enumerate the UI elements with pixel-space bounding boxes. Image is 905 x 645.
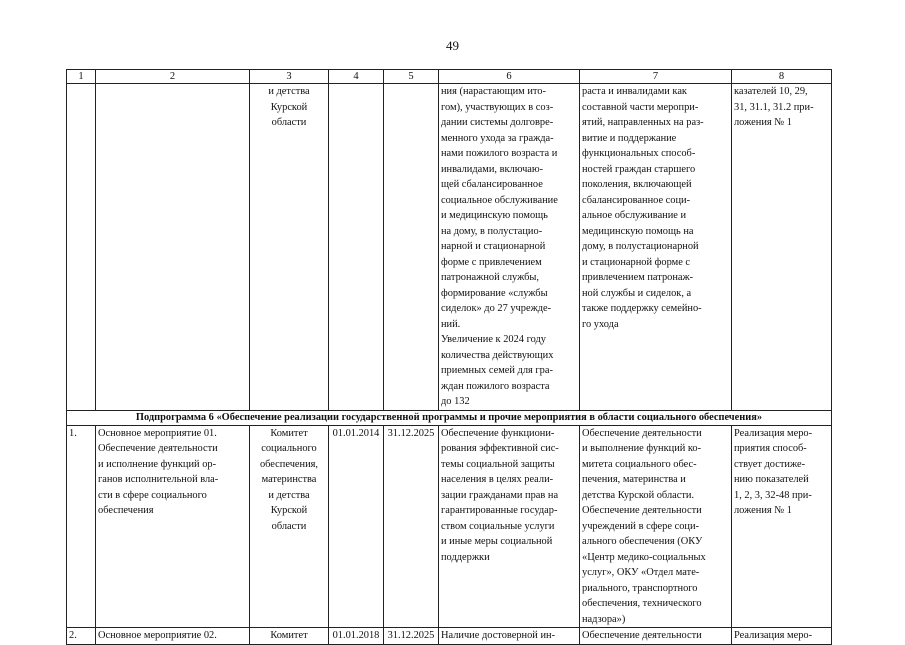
text-line: до 132 (441, 396, 470, 407)
text-line: дании системы долговре- (441, 117, 554, 128)
cell-start (329, 84, 384, 411)
text-line: темы социальной защиты (441, 458, 555, 470)
text-line: гом), участвующих в соз- (441, 101, 554, 113)
text-line: Основное мероприятие 01. (98, 427, 217, 439)
text-line: Обеспечение деятельности (98, 443, 218, 454)
text-line: ятий, направленных на раз- (582, 117, 704, 128)
text-line: поколения, включающей (582, 179, 692, 190)
text-line: и стационарной форме с (582, 256, 691, 268)
text-line: количества действующих (441, 349, 554, 361)
text-line: материнства (261, 474, 317, 485)
text-line: Обеспечение функциони- (441, 427, 555, 439)
row1-end: 31.12.2025 (384, 425, 439, 628)
text-line: социального (261, 443, 317, 454)
text-line: приемных семей для гра- (441, 365, 553, 376)
col-header-2: 2 (96, 70, 250, 84)
text-line: ложения № 1 (734, 117, 792, 128)
text-line: услуг», ОКУ «Отдел мате- (582, 567, 700, 578)
lines (98, 428, 218, 517)
text-line: ной службы и сиделок, а (582, 287, 692, 299)
text-line: социальное обслуживание (441, 194, 558, 206)
activities-table (66, 69, 832, 645)
text-line: альное обслуживание и (582, 210, 687, 221)
cell-name (96, 84, 250, 411)
text-line: обеспечения (98, 505, 154, 516)
text-line: сти в сфере социального (98, 489, 207, 501)
lines (582, 86, 704, 330)
cell-end (384, 84, 439, 411)
text-line: привлечением патронаж- (582, 272, 694, 283)
cell-consequences (580, 84, 732, 411)
text-line: менного ухода за гражда- (441, 132, 554, 144)
text-line: го ухода (582, 318, 619, 330)
row1-result (439, 425, 580, 628)
col-header-6: 6 (439, 70, 580, 84)
text-line: инвалидами, включаю- (441, 163, 544, 175)
table-row (67, 425, 832, 628)
text-line: 1, 2, 3, 32-48 при- (734, 489, 812, 501)
row2-num: 2. (67, 628, 96, 645)
lines (582, 428, 706, 625)
text-line: на дому, в полустацио- (441, 225, 543, 237)
text-line: патронажной службы, (441, 272, 539, 283)
row1-consequences (580, 425, 732, 628)
text-line: форме с привлечением (441, 256, 542, 268)
row1-start: 01.01.2014 (329, 425, 384, 628)
page-number: 49 (446, 38, 459, 53)
text-line: ждан пожилого возраста (441, 380, 550, 392)
row2-name: Основное мероприятие 02. (96, 628, 250, 645)
text-line: нию показателей (734, 474, 809, 485)
text-line: 31, 31.1, 31.2 при- (734, 101, 814, 113)
row1-indicators (732, 425, 832, 628)
text-line: области (271, 520, 307, 532)
cell-result (439, 84, 580, 411)
text-line: обеспечения, технического (582, 598, 702, 609)
header-row (67, 70, 832, 84)
text-line: и выполнение функций ко- (582, 443, 702, 454)
text-line: и иные меры социальной (441, 536, 553, 547)
text-line: ложения № 1 (734, 505, 792, 516)
text-line: населения в целях реали- (441, 474, 554, 485)
text-line: дому, в полустационарной (582, 241, 699, 252)
text-line: обеспечения, (259, 458, 319, 470)
text-line: сиделок» до 27 учрежде- (441, 303, 552, 314)
text-line: зации гражданами прав на (441, 489, 559, 501)
lines (260, 428, 318, 532)
lines (268, 86, 309, 128)
row2-start: 01.01.2018 (329, 628, 384, 645)
table-row-continued (67, 84, 832, 411)
text-line: ний. (441, 318, 461, 330)
row2-executor: Комитет (250, 628, 329, 645)
row2-result: Наличие достоверной ин- (439, 628, 580, 645)
row1-num: 1. (67, 425, 96, 628)
text-line: сбалансированное соци- (582, 194, 691, 206)
text-line: области (271, 117, 307, 128)
text-line: Курской (270, 101, 308, 113)
text-line: и исполнение функций ор- (98, 458, 217, 470)
text-line: Увеличение к 2024 году (441, 334, 546, 345)
text-line: витие и поддержание (582, 132, 677, 144)
text-line: учреждений в сфере соци- (582, 520, 699, 532)
cell-executor (250, 84, 329, 411)
text-line: медицинскую помощь на (582, 225, 694, 237)
text-line: также поддержку семейно- (582, 303, 702, 314)
col-header-5: 5 (384, 70, 439, 84)
text-line: Реализация меро- (734, 427, 813, 439)
table-row (67, 628, 832, 645)
text-line: ганов исполнительной вла- (98, 474, 219, 485)
col-header-1: 1 (67, 70, 96, 84)
text-line: митета социального обес- (582, 458, 697, 470)
row2-consequences: Обеспечение деятельности (580, 628, 732, 645)
lines (441, 428, 559, 563)
text-line: щей сбалансированное (441, 179, 543, 190)
text-line: функциональных способ- (582, 148, 696, 159)
row1-executor (250, 425, 329, 628)
row2-end: 31.12.2025 (384, 628, 439, 645)
text-line: «Центр медико-социальных (582, 551, 706, 563)
text-line: Обеспечение деятельности (582, 505, 702, 516)
text-line: гарантированные государ- (441, 505, 558, 516)
text-line: Комитет (270, 427, 308, 439)
text-line: риального, транспортного (582, 582, 698, 594)
text-line: приятия способ- (734, 443, 807, 454)
row2-indicators: Реализация меро- (732, 628, 832, 645)
text-line: казателей 10, 29, (734, 86, 808, 97)
text-line: и детства (268, 489, 310, 501)
text-line: детства Курской области. (582, 489, 695, 501)
col-header-8: 8 (732, 70, 832, 84)
text-line: поддержки (441, 551, 490, 563)
lines (441, 86, 558, 407)
text-line: надзора») (582, 613, 626, 625)
text-line: Обеспечение деятельности (582, 427, 702, 439)
text-line: и детства (268, 86, 310, 97)
lines (734, 428, 812, 517)
text-line: и медицинскую помощь (441, 210, 548, 221)
text-line: ством социальные услуги (441, 520, 555, 532)
text-line: раста и инвалидами как (582, 86, 687, 97)
col-header-3: 3 (250, 70, 329, 84)
text-line: ствует достиже- (734, 458, 806, 470)
cell-indicators (732, 84, 832, 411)
col-header-7: 7 (580, 70, 732, 84)
text-line: нами пожилого возраста и (441, 148, 558, 159)
lines (734, 86, 814, 128)
text-line: Курской (270, 505, 308, 516)
text-line: ния (нарастающим ито- (441, 86, 546, 97)
text-line: нарной и стационарной (441, 241, 546, 252)
subprogram-row (67, 410, 832, 425)
text-line: рования эффективной сис- (441, 443, 559, 454)
subprogram-title: Подпрограмма 6 «Обеспечение реализации государственной программы и прочие мероприятия в области социального обеспечения» (67, 410, 832, 425)
text-line: составной части меропри- (582, 101, 699, 113)
cell-num (67, 84, 96, 411)
text-line: ального обеспечения (ОКУ (582, 536, 703, 547)
row1-name (96, 425, 250, 628)
text-line: формирование «службы (441, 287, 548, 299)
text-line: ностей граждан старшего (582, 163, 696, 175)
col-header-4: 4 (329, 70, 384, 84)
text-line: печения, материнства и (582, 474, 686, 485)
